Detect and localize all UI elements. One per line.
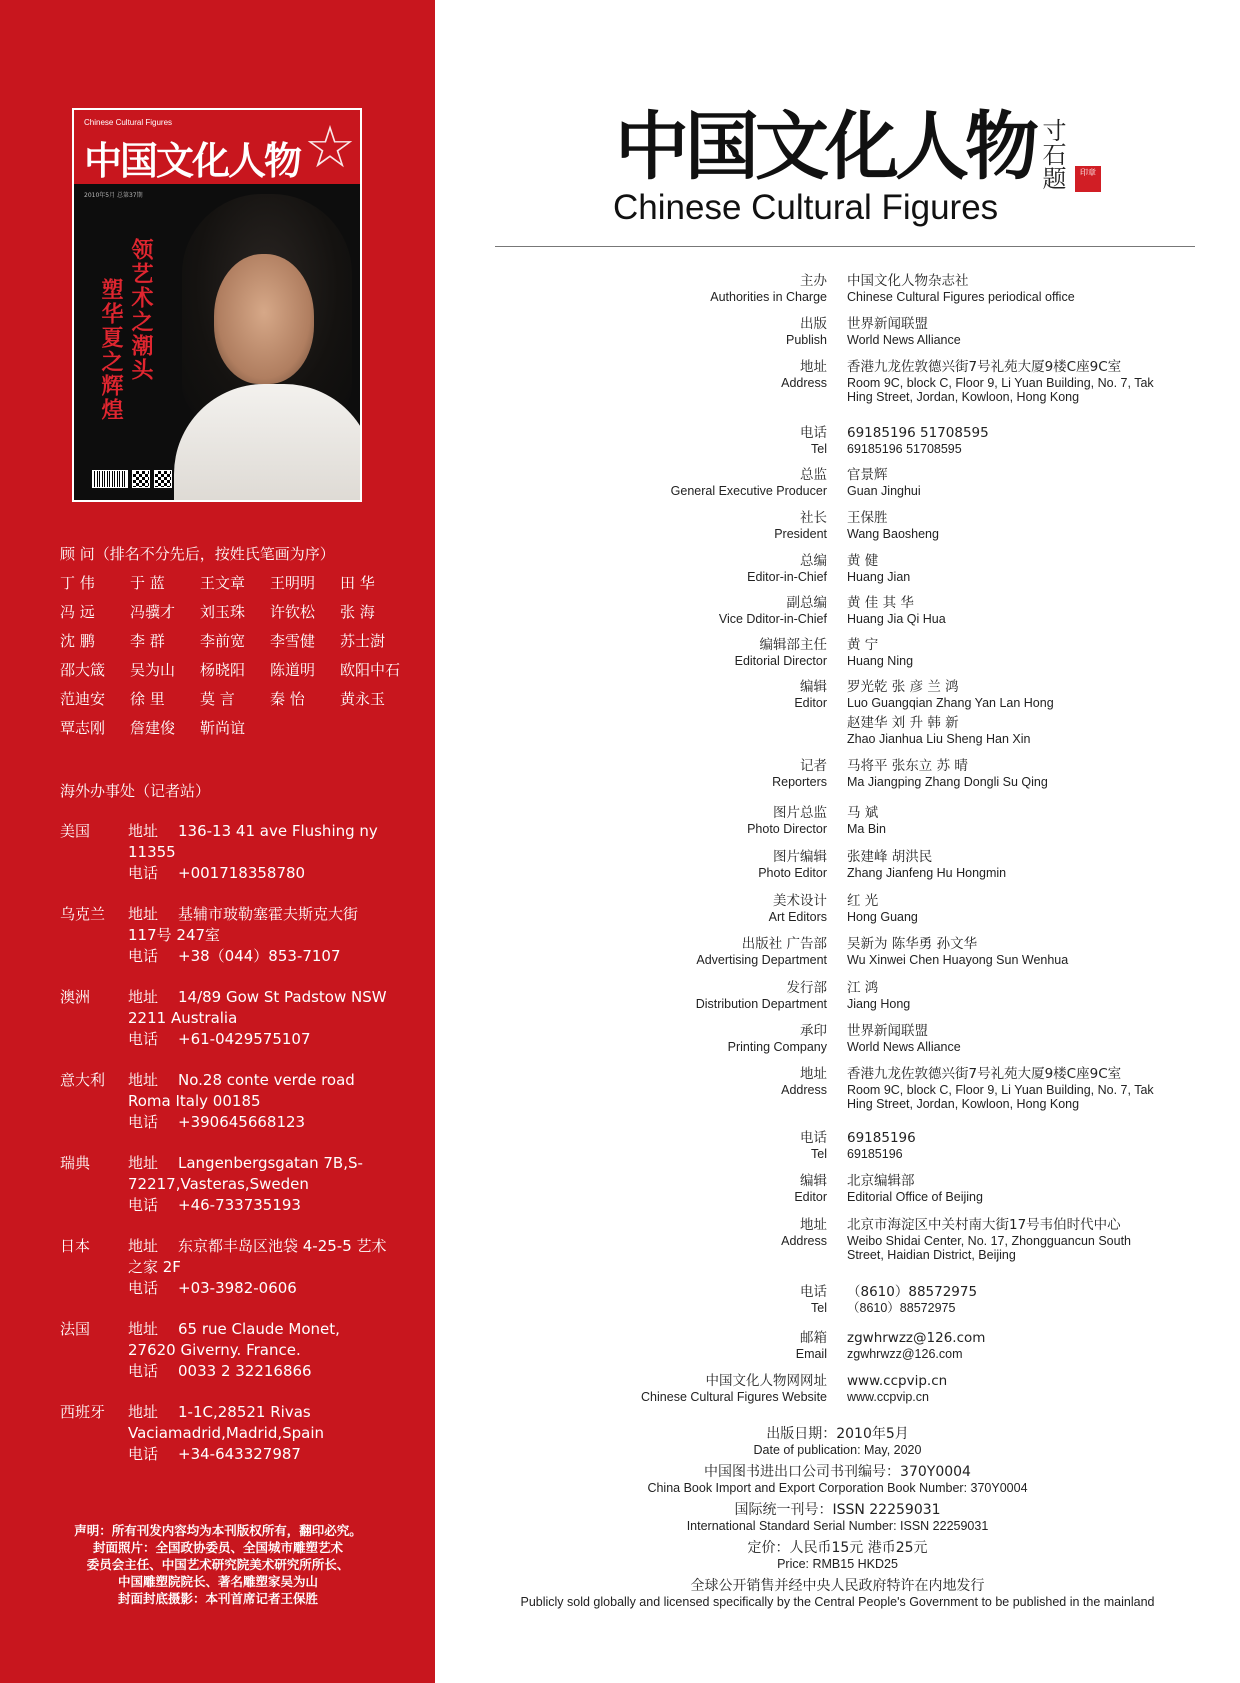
credit-value — [847, 935, 1167, 967]
credit-value-en: 69185196 51708595 — [847, 442, 962, 456]
credit-label-cn: 承印 — [800, 1023, 827, 1039]
credit-label — [781, 1216, 827, 1249]
office-country: 乌克兰 — [60, 905, 106, 923]
credit-label-cn: 总监 — [800, 467, 827, 483]
pub-cn: 出版日期：2010年5月 — [766, 1426, 909, 1442]
credit-value-en: Guan Jinghui — [847, 484, 921, 498]
advisor-name: 欧阳中石 — [340, 661, 401, 679]
pub-en: China Book Import and Export Corporation Book Number: 370Y0004 — [647, 1481, 1028, 1495]
barcode-icon — [92, 470, 128, 488]
credit-label — [781, 358, 827, 391]
credit-value-en: Huang Ning — [847, 654, 914, 668]
credit-label — [747, 552, 827, 585]
advisors-row — [60, 569, 420, 598]
pub-entry — [435, 1577, 1240, 1610]
masthead-title-en: Chinese Cultural Figures — [613, 188, 999, 227]
credit-label-en: Email — [795, 1347, 827, 1361]
advisor-name: 詹建俊 — [130, 719, 176, 737]
credit-value-cn: 北京编辑部 — [847, 1173, 915, 1189]
qr-code-icon — [154, 470, 172, 488]
credit-label — [728, 1022, 827, 1055]
right-panel — [435, 0, 1240, 1683]
office-entry — [60, 821, 390, 884]
credit-label-cn: 电话 — [800, 425, 827, 441]
credit-label-cn: 副总编 — [786, 595, 827, 611]
cover-header — [74, 110, 360, 184]
credit-label-cn: 编辑 — [800, 679, 827, 695]
credit-label — [747, 804, 827, 837]
credit-value-cn: 马 斌 — [847, 805, 879, 821]
credit-value-cn: 黄 宁 — [847, 637, 879, 653]
office-tel: +34-643327987 — [178, 1445, 301, 1463]
credit-value-cn: 张建峰 胡洪民 — [847, 849, 933, 865]
office-address: 东京都丰岛区池袋 4-25-5 艺术之家 2F — [128, 1237, 387, 1276]
cover-headline-2: 塑华夏之辉煌 — [98, 278, 124, 422]
disclaimer-line: 封面照片：全国政协委员、全国城市雕塑艺术 — [92, 1540, 343, 1555]
tel-label: 电话 — [128, 1030, 159, 1048]
advisor-name: 丁 伟 — [60, 574, 95, 592]
tel-label: 电话 — [128, 864, 159, 882]
credit-value-cn: （8610）88572975 — [847, 1284, 978, 1300]
office-entry — [60, 987, 390, 1050]
office-entry — [60, 1236, 390, 1299]
credit-label — [786, 315, 827, 348]
credit-label-en: Tel — [811, 1301, 827, 1315]
credit-label-cn: 地址 — [800, 1217, 827, 1233]
magazine-cover-thumbnail — [72, 108, 362, 502]
credit-value-en: 69185196 — [847, 1147, 903, 1161]
credit-label-cn: 记者 — [800, 758, 827, 774]
office-entry — [60, 1319, 390, 1382]
credit-value — [847, 1022, 1167, 1054]
credit-label-en: Printing Company — [727, 1040, 827, 1054]
credit-label-en: Editor — [794, 1190, 827, 1204]
credit-value — [847, 678, 1167, 746]
credit-label-cn: 总编 — [800, 553, 827, 569]
credit-label-en: Photo Editor — [758, 866, 827, 880]
credit-label-en: Reporters — [772, 775, 827, 789]
advisor-name: 冯骥才 — [130, 603, 176, 621]
credit-value-cn: 红 光 — [847, 893, 879, 909]
advisor-name: 李前宽 — [200, 632, 246, 650]
credit-label-cn: 美术设计 — [773, 893, 827, 909]
credit-label-en: Vice Dditor-in-Chief — [718, 612, 827, 626]
pub-en: Price: RMB15 HKD25 — [777, 1557, 898, 1571]
credit-label-cn: 发行部 — [786, 980, 827, 996]
credit-label — [796, 1329, 827, 1362]
office-tel: +46-733735193 — [178, 1196, 301, 1214]
credit-label-en: Address — [781, 1083, 827, 1097]
pub-cn: 全球公开销售并经中央人民政府特许在内地发行 — [690, 1578, 985, 1594]
office-address: 65 rue Claude Monet, 27620 Giverny. France. — [128, 1320, 340, 1359]
address-label: 地址 — [128, 1237, 159, 1255]
credit-value — [847, 424, 1167, 456]
disclaimer-line: 声明：所有刊发内容均为本刊版权所有，翻印必究。 — [74, 1523, 362, 1538]
tel-label: 电话 — [128, 947, 159, 965]
advisor-name: 张 海 — [340, 603, 375, 621]
office-entry — [60, 904, 390, 967]
advisors-row — [60, 598, 420, 627]
tel-label: 电话 — [128, 1362, 159, 1380]
advisor-name: 李 群 — [130, 632, 165, 650]
advisor-name: 黄永玉 — [340, 690, 386, 708]
credit-value-cn: 北京市海淀区中关村南大街17号韦伯时代中心 — [847, 1217, 1121, 1233]
disclaimer — [38, 1522, 398, 1607]
advisor-name: 苏士澍 — [340, 632, 386, 650]
advisor-name: 秦 怡 — [270, 690, 305, 708]
office-country: 西班牙 — [60, 1403, 106, 1421]
credit-value — [847, 466, 1167, 498]
credit-label — [769, 892, 827, 925]
advisor-name: 吴为山 — [130, 661, 176, 679]
address-label: 地址 — [128, 1403, 159, 1421]
credit-label-cn: 地址 — [800, 1066, 827, 1082]
credit-label-en: Art Editors — [768, 910, 827, 924]
advisors-list — [60, 540, 420, 743]
seal-stamp-icon: 印章 — [1075, 166, 1101, 192]
credit-label — [696, 935, 827, 968]
credit-value-en: World News Alliance — [847, 1040, 961, 1054]
pub-cn: 国际统一刊号：ISSN 22259031 — [734, 1502, 941, 1518]
office-tel: +61-0429575107 — [178, 1030, 311, 1048]
credit-value-en: Huang Jia Qi Hua — [847, 612, 946, 626]
credit-value-cn: 黄 佳 其 华 — [847, 595, 914, 611]
address-label: 地址 — [128, 1154, 159, 1172]
credit-value — [847, 552, 1167, 584]
credit-value-cn: 中国文化人物杂志社 — [847, 273, 969, 289]
overseas-offices — [60, 780, 390, 1485]
advisor-name: 冯 远 — [60, 603, 95, 621]
credit-value — [847, 979, 1167, 1011]
credit-label-en: Authorities in Charge — [710, 290, 827, 304]
office-country: 瑞典 — [60, 1154, 91, 1172]
credit-label — [794, 678, 827, 711]
advisor-name: 王明明 — [270, 574, 316, 592]
credit-value-cn: 官景辉 — [847, 467, 888, 483]
credit-value — [847, 848, 1167, 880]
credit-value — [847, 594, 1167, 626]
credit-label-cn: 中国文化人物网网址 — [705, 1373, 827, 1389]
advisor-name: 靳尚谊 — [200, 719, 246, 737]
credit-label-cn: 图片编辑 — [773, 849, 827, 865]
credit-value-en: Hong Guang — [847, 910, 918, 924]
credit-label — [641, 1372, 827, 1405]
credit-value — [847, 509, 1167, 541]
credit-value-cn: 69185196 — [847, 1130, 916, 1146]
advisor-name: 范迪安 — [60, 690, 106, 708]
advisors-row — [60, 685, 420, 714]
advisor-name: 王文章 — [200, 574, 246, 592]
tel-label: 电话 — [128, 1196, 159, 1214]
calligraphy-signature: 寸石题 — [1038, 118, 1066, 190]
credit-label — [696, 979, 827, 1012]
credit-label — [735, 636, 827, 669]
office-tel: +03-3982-0606 — [178, 1279, 297, 1297]
advisor-name: 莫 言 — [200, 690, 235, 708]
credit-label-en: General Executive Producer — [670, 484, 827, 498]
pub-entry — [435, 1501, 1240, 1534]
credit-value-cn: 69185196 51708595 — [847, 425, 989, 441]
credit-value-cn: www.ccpvip.cn — [847, 1373, 948, 1389]
credit-value — [847, 1129, 1167, 1161]
advisor-name: 邵大箴 — [60, 661, 106, 679]
credit-label-cn: 地址 — [800, 359, 827, 375]
credit-value-en: Editorial Office of Beijing — [847, 1190, 983, 1204]
advisors-row — [60, 656, 420, 685]
office-entry — [60, 1402, 390, 1465]
advisor-name: 田 华 — [340, 574, 375, 592]
credit-label-en: Tel — [811, 442, 827, 456]
pub-en: Publicly sold globally and licensed specifically by the Central People's Government to be published in the mainland — [520, 1595, 1155, 1609]
credit-label-en: Editor — [794, 696, 827, 710]
pub-en: Date of publication: May, 2020 — [753, 1443, 922, 1457]
office-tel: +001718358780 — [178, 864, 306, 882]
office-country: 法国 — [60, 1320, 91, 1338]
credit-value-en: Jiang Hong — [847, 997, 911, 1011]
cover-title-cn: 中国文化人物 — [84, 138, 301, 183]
disclaimer-line: 中国雕塑院院长、著名雕塑家吴为山 — [117, 1574, 318, 1589]
credit-value-en: Huang Jian — [847, 570, 911, 584]
office-tel: +390645668123 — [178, 1113, 306, 1131]
credit-label — [800, 424, 827, 457]
advisor-name: 徐 里 — [130, 690, 165, 708]
offices-heading: 海外办事处（记者站） — [60, 782, 211, 800]
credit-value-en: Zhao Jianhua Liu Sheng Han Xin — [847, 732, 1031, 746]
credit-label-cn: 出版 — [800, 316, 827, 332]
credit-value-cn: 香港九龙佐敦德兴街7号礼苑大厦9楼C座9C室 — [847, 359, 1122, 375]
credit-value-cn: 黄 健 — [847, 553, 879, 569]
credit-label — [800, 1283, 827, 1316]
credit-value — [847, 315, 1167, 347]
credit-label — [719, 594, 827, 627]
address-label: 地址 — [128, 905, 159, 923]
office-entry — [60, 1153, 390, 1216]
tel-label: 电话 — [128, 1279, 159, 1297]
credit-value-en: Ma Bin — [847, 822, 886, 836]
credit-value-en: Chinese Cultural Figures periodical office — [847, 290, 1075, 304]
cover-title-en: Chinese Cultural Figures — [84, 118, 173, 127]
credit-value-cn: zgwhrwzz@126.com — [847, 1330, 986, 1346]
credit-value — [847, 804, 1167, 836]
advisor-name: 李雪健 — [270, 632, 316, 650]
tel-label: 电话 — [128, 1445, 159, 1463]
office-address: 基辅市玻勒塞霍夫斯克大街 117号 247室 — [128, 905, 359, 944]
office-entry — [60, 1070, 390, 1133]
address-label: 地址 — [128, 988, 159, 1006]
credit-label-en: Tel — [811, 1147, 827, 1161]
credit-label — [772, 757, 827, 790]
credit-value-en: Wang Baosheng — [847, 527, 939, 541]
office-address: 136-13 41 ave Flushing ny 11355 — [128, 822, 378, 861]
credit-label — [758, 848, 827, 881]
credit-value — [847, 1216, 1167, 1262]
credit-value-en: Room 9C, block C, Floor 9, Li Yuan Building, No. 7, Tak Hing Street, Jordan, Kowloon, Hong Kong — [847, 376, 1154, 404]
credit-value — [847, 1065, 1167, 1111]
pub-entry — [435, 1463, 1240, 1496]
advisors-row — [60, 714, 420, 743]
credit-value-en: Zhang Jianfeng Hu Hongmin — [847, 866, 1007, 880]
credit-value-en: （8610）88572975 — [847, 1301, 956, 1315]
credit-value — [847, 757, 1167, 789]
qr-code-icon — [132, 470, 150, 488]
masthead-title-cn: 中国文化人物 — [615, 104, 1035, 190]
credit-label-en: Distribution Department — [695, 997, 827, 1011]
pub-en: International Standard Serial Number: ISSN 22259031 — [686, 1519, 989, 1533]
credit-label-en: Advertising Department — [696, 953, 827, 967]
credit-label-en: Editor-in-Chief — [747, 570, 827, 584]
credit-label — [781, 1065, 827, 1098]
office-address: 1-1C,28521 Rivas Vaciamadrid,Madrid,Spain — [128, 1403, 325, 1442]
credit-value-cn: 罗光乾 张 彦 兰 鸿 — [847, 679, 959, 695]
advisor-name: 陈道明 — [270, 661, 316, 679]
advisor-name: 覃志刚 — [60, 719, 106, 737]
credit-value — [847, 1172, 1167, 1204]
cover-headline-1: 领艺术之潮头 — [128, 238, 154, 382]
credit-label-cn: 编辑 — [800, 1173, 827, 1189]
credit-value-cn: 赵建华 刘 升 韩 新 — [847, 715, 959, 731]
credit-label-en: President — [774, 527, 827, 541]
credit-label-en: Address — [781, 1234, 827, 1248]
cover-portrait — [174, 194, 362, 502]
left-panel — [0, 0, 435, 1683]
office-address: Langenbergsgatan 7B,S-72217,Vasteras,Sweden — [128, 1154, 363, 1193]
office-address: No.28 conte verde road Roma Italy 00185 — [128, 1071, 355, 1110]
star-icon: ☆ — [304, 113, 356, 181]
credit-label — [710, 272, 827, 305]
credit-value-en: Luo Guangqian Zhang Yan Lan Hong — [847, 696, 1054, 710]
advisor-name: 杨晓阳 — [200, 661, 246, 679]
credit-label-en: Publish — [786, 333, 827, 347]
credit-value-cn: 王保胜 — [847, 510, 888, 526]
credit-label-cn: 出版社 广告部 — [741, 936, 827, 952]
disclaimer-line: 封面封底摄影：本刊首席记者王保胜 — [117, 1591, 318, 1606]
credit-label-cn: 编辑部主任 — [759, 637, 827, 653]
credit-value-en: Weibo Shidai Center, No. 17, Zhongguancun South Street, Haidian District, Beijing — [847, 1234, 1131, 1262]
publication-info — [435, 1425, 1240, 1615]
advisors-heading: 顾 问（排名不分先后，按姓氏笔画为序） — [60, 545, 335, 563]
credit-label-cn: 电话 — [800, 1130, 827, 1146]
credit-value — [847, 892, 1167, 924]
credit-value-cn: 吴新为 陈华勇 孙文华 — [847, 936, 978, 952]
credit-value — [847, 1283, 1167, 1315]
pub-cn: 中国图书进出口公司书刊编号：370Y0004 — [704, 1464, 971, 1480]
advisor-name: 于 蓝 — [130, 574, 165, 592]
credit-value-cn: 江 鸿 — [847, 980, 879, 996]
disclaimer-line: 委员会主任、中国艺术研究院美术研究所所长、 — [86, 1557, 350, 1572]
credit-label — [794, 1172, 827, 1205]
credit-value-en: www.ccpvip.cn — [847, 1390, 929, 1404]
credit-label — [800, 1129, 827, 1162]
office-country: 澳洲 — [60, 988, 91, 1006]
advisors-row — [60, 627, 420, 656]
credit-label-cn: 主办 — [800, 273, 827, 289]
divider — [495, 246, 1195, 247]
address-label: 地址 — [128, 822, 159, 840]
pub-entry — [435, 1425, 1240, 1458]
address-label: 地址 — [128, 1071, 159, 1089]
credit-value-cn: 香港九龙佐敦德兴街7号礼苑大厦9楼C座9C室 — [847, 1066, 1122, 1082]
credit-value-en: World News Alliance — [847, 333, 961, 347]
credit-label — [774, 509, 827, 542]
office-country: 美国 — [60, 822, 91, 840]
advisor-name: 沈 鹏 — [60, 632, 95, 650]
office-address: 14/89 Gow St Padstow NSW 2211 Australia — [128, 988, 387, 1027]
credit-value-en: Wu Xinwei Chen Huayong Sun Wenhua — [847, 953, 1069, 967]
credit-label-en: Chinese Cultural Figures Website — [641, 1390, 827, 1404]
tel-label: 电话 — [128, 1113, 159, 1131]
cover-issue: 2010年5月 总第37期 — [84, 192, 143, 199]
advisor-name: 许钦松 — [270, 603, 316, 621]
credit-label-en: Editorial Director — [734, 654, 827, 668]
credit-value — [847, 636, 1167, 668]
credit-value-en: Ma Jiangping Zhang Dongli Su Qing — [847, 775, 1048, 789]
pub-cn: 定价：人民币15元 港币25元 — [747, 1540, 928, 1556]
credit-value-cn: 世界新闻联盟 — [847, 316, 928, 332]
advisor-name: 刘玉珠 — [200, 603, 246, 621]
office-tel: +38（044）853-7107 — [178, 947, 341, 965]
credit-value-cn: 世界新闻联盟 — [847, 1023, 928, 1039]
credit-value — [847, 272, 1167, 304]
credit-label-cn: 邮箱 — [800, 1330, 827, 1346]
office-country: 意大利 — [60, 1071, 106, 1089]
address-label: 地址 — [128, 1320, 159, 1338]
credit-value-cn: 马将平 张东立 苏 晴 — [847, 758, 968, 774]
credit-label-cn: 社长 — [800, 510, 827, 526]
credit-value-en: Room 9C, block C, Floor 9, Li Yuan Building, No. 7, Tak Hing Street, Jordan, Kowloon, Hong Kong — [847, 1083, 1154, 1111]
credit-label-en: Address — [781, 376, 827, 390]
pub-entry — [435, 1539, 1240, 1572]
credit-label-en: Photo Director — [747, 822, 827, 836]
credit-value — [847, 1372, 1167, 1404]
credit-value — [847, 1329, 1167, 1361]
credit-label-cn: 电话 — [800, 1284, 827, 1300]
credit-value — [847, 358, 1167, 404]
credit-value-en: zgwhrwzz@126.com — [847, 1347, 963, 1361]
office-country: 日本 — [60, 1237, 91, 1255]
credit-label-cn: 图片总监 — [773, 805, 827, 821]
credit-label — [671, 466, 827, 499]
office-tel: 0033 2 32216866 — [178, 1362, 312, 1380]
cover-codes — [92, 470, 172, 488]
